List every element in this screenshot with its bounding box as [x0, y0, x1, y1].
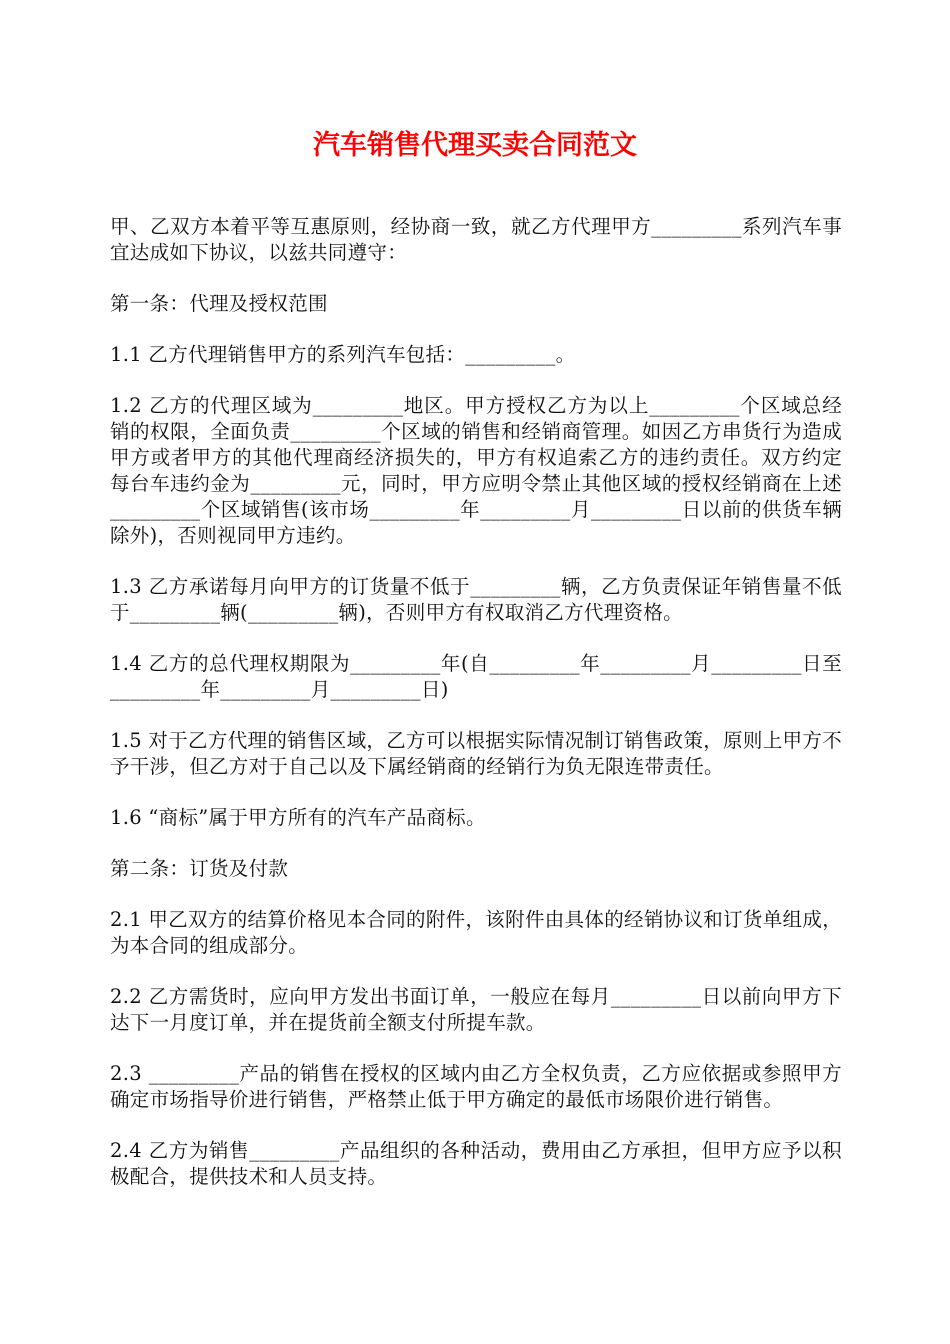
document-body	[110, 214, 842, 1215]
clause-1-3: 1.3 乙方承诺每月向甲方的订货量不低于_________辆，乙方负责保证年销售量不低于_________辆(_________辆)，否则甲方有权取消乙方代理资格。	[110, 575, 842, 624]
clause-1-2: 1.2 乙方的代理区域为_________地区。甲方授权乙方为以上_________个区域总经销的权限，全面负责_________个区域的销售和经销商管理。如因乙方串货行为造成甲方或者甲方的其他代理商经济损失的，甲方有权追索乙方的违约责任。双方约定每台车违约金为_________元，同时，甲方应明令禁止其他区域的授权经销商在上述_________个区域销售(该市场_________年_________月_________日以前的供货车辆除外)，否则视同甲方违约。	[110, 394, 842, 547]
clause-2-3: 2.3 _________产品的销售在授权的区域内由乙方全权负责，乙方应依据或参照甲方确定市场指导价进行销售，严格禁止低于甲方确定的最低市场限价进行销售。	[110, 1062, 842, 1111]
clause-2-4: 2.4 乙方为销售_________产品组织的各种活动，费用由乙方承担，但甲方应予以积极配合，提供技术和人员支持。	[110, 1139, 842, 1188]
clause-1-6: 1.6 “商标”属于甲方所有的汽车产品商标。	[110, 806, 486, 829]
intro-paragraph: 甲、乙双方本着平等互惠原则，经协商一致，就乙方代理甲方_________系列汽车事宜达成如下协议，以兹共同遵守：	[110, 215, 842, 264]
clause-1-5: 1.5 对于乙方代理的销售区域，乙方可以根据实际情况制订销售政策，原则上甲方不予干涉，但乙方对于自己以及下属经销商的经销行为负无限连带责任。	[110, 729, 842, 778]
clause-1-4: 1.4 乙方的总代理权期限为_________年(自_________年_________月_________日至_________年_________月_________日)	[110, 652, 842, 701]
article-2-heading: 第二条：订货及付款	[110, 857, 289, 880]
clause-2-2: 2.2 乙方需货时，应向甲方发出书面订单，一般应在每月_________日以前向甲方下达下一月度订单，并在提货前全额支付所提车款。	[110, 985, 842, 1034]
article-1-heading: 第一条：代理及授权范围	[110, 292, 328, 315]
document-title: 汽车销售代理买卖合同范文	[313, 130, 637, 161]
clause-1-1: 1.1 乙方代理销售甲方的系列汽车包括：_________。	[110, 343, 576, 366]
clause-2-1: 2.1 甲乙双方的结算价格见本合同的附件，该附件由具体的经销协议和订货单组成，为本合同的组成部分。	[110, 908, 842, 957]
